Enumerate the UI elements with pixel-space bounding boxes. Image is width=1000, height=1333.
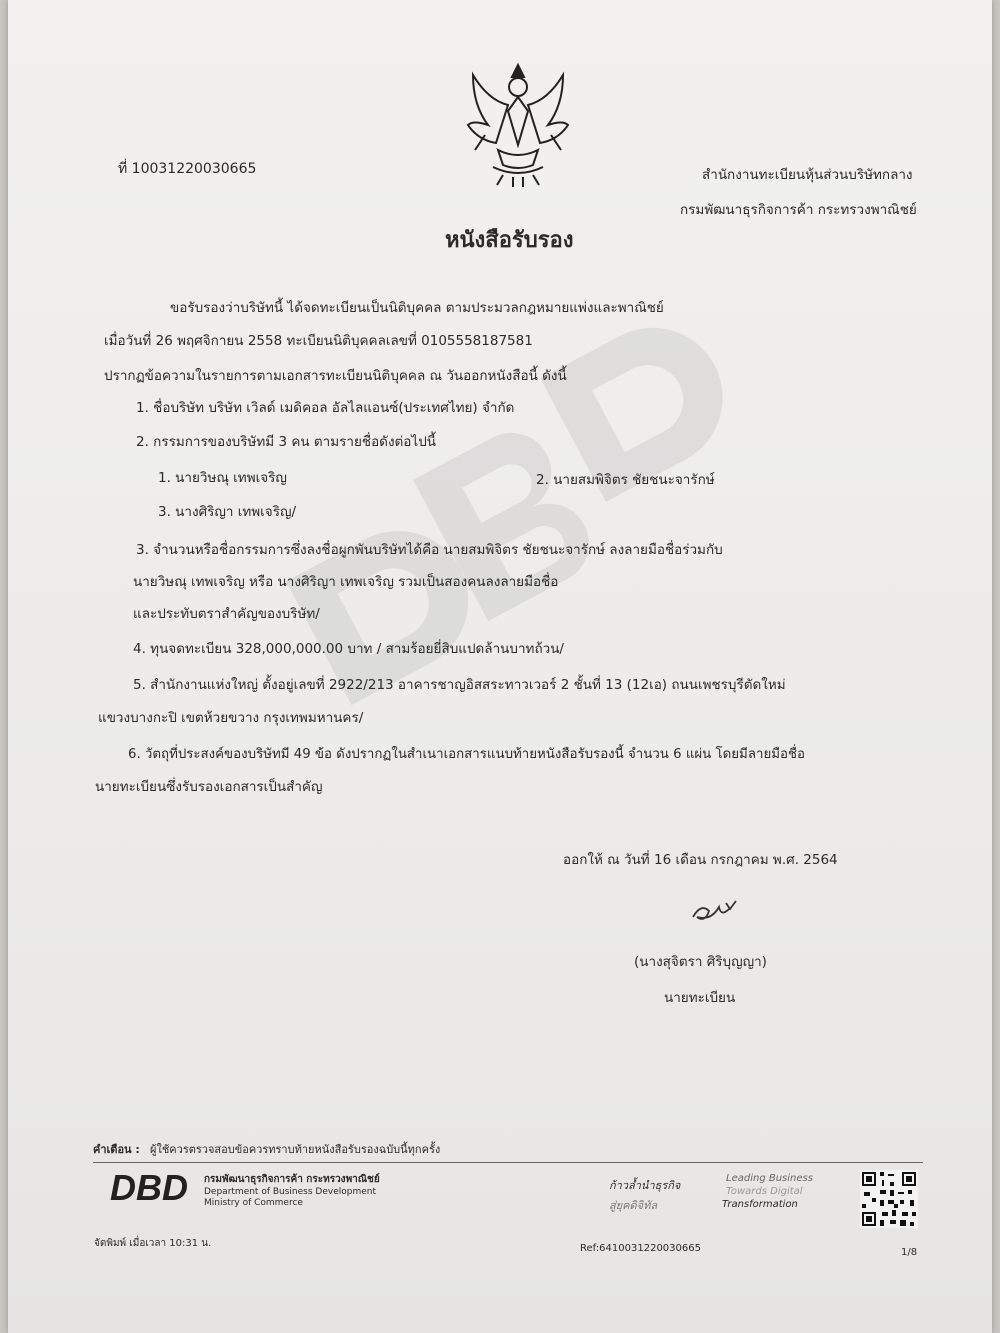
item-head-office-line2: แขวงบางกะปิ เขตห้วยขวาง กรุงเทพมหานคร/ (98, 710, 364, 726)
item-head-office-line1: 5. สำนักงานแห่งใหญ่ ตั้งอยู่เลขที่ 2922/213 อาคารชาญอิสสระทาวเวอร์ 2 ชั้นที่ 13 (12เอ) ถนนเพชรบุรีตัดใหม่ (133, 677, 786, 693)
intro-line1: ขอรับรองว่าบริษัทนี้ ได้จดทะเบียนเป็นนิติบุคคล ตามประมวลกฎหมายแพ่งและพาณิชย์ (170, 300, 664, 316)
registrar-position: นายทะเบียน (664, 990, 736, 1006)
intro-line3: ปรากฏข้อความในรายการตามเอกสารทะเบียนนิติบุคคล ณ วันออกหนังสือนี้ ดังนี้ (104, 368, 567, 384)
registrar-name: (นางสุจิตรา ศิริบุญญา) (634, 954, 767, 970)
item-directors-count: 2. กรรมการของบริษัทมี 3 คน ตามรายชื่อดังต่อไปนี้ (136, 434, 436, 450)
item-authorized-signatory-line3: และประทับตราสำคัญของบริษัท/ (133, 606, 320, 622)
slogan-thai-line2: สู่ยุคดิจิทัล (609, 1199, 658, 1212)
dept-name-en: Department of Business Development (204, 1187, 376, 1197)
item-objectives-line1: 6. วัตถุที่ประสงค์ของบริษัทมี 49 ข้อ ดังปรากฏในสำเนาเอกสารแนบท้ายหนังสือรับรองนี้ จำนวน 6 แผ่น โดยมีลายมือชื่อ (128, 747, 805, 762)
page-number: 1/8 (901, 1247, 918, 1258)
ministry-name-en: Ministry of Commerce (204, 1198, 303, 1208)
item-objectives-line2: นายทะเบียนซึ่งรับรองเอกสารเป็นสำคัญ (95, 779, 323, 795)
issue-date: ออกให้ ณ วันที่ 16 เดือน กรกฎาคม พ.ศ. 2564 (563, 852, 838, 868)
item-company-name: 1. ชื่อบริษัท บริษัท เวิลด์ เมดิคอล อัลไลแอนซ์(ประเทศไทย) จำกัด (136, 400, 515, 416)
office-name-line1: สำนักงานทะเบียนหุ้นส่วนบริษัทกลาง (702, 167, 913, 183)
director-1: 1. นายวิษณุ เทพเจริญ (158, 470, 287, 486)
item-authorized-signatory-line1: 3. จำนวนหรือชื่อกรรมการซึ่งลงชื่อผูกพันบริษัทได้คือ นายสมพิจิตร ชัยชนะจารักษ์ ลงลายมือชื่อร่วมกับ (136, 542, 723, 558)
slogan-en-line1: Leading Business (726, 1173, 813, 1184)
warning-label: คำเตือน : (93, 1143, 140, 1156)
page-title: หนังสือรับรอง (445, 228, 574, 253)
intro-line2: เมื่อวันที่ 26 พฤศจิกายน 2558 ทะเบียนนิติบุคคลเลขที่ 0105558187581 (104, 333, 533, 349)
dept-name-thai: กรมพัฒนาธุรกิจการค้า กระทรวงพาณิชย์ (204, 1174, 380, 1185)
reference-number: Ref:6410031220030665 (580, 1243, 701, 1254)
slogan-thai-line1: ก้าวล้ำนำธุรกิจ (609, 1179, 681, 1192)
slogan-en-line3: Transformation (722, 1199, 798, 1210)
director-2: 2. นายสมพิจิตร ชัยชนะจารักษ์ (536, 472, 715, 488)
certificate-page (8, 0, 992, 1333)
print-time: จัดพิมพ์ เมื่อเวลา 10:31 น. (94, 1238, 212, 1249)
director-3: 3. นางศิริญา เทพเจริญ/ (158, 504, 297, 520)
office-name-line2: กรมพัฒนาธุรกิจการค้า กระทรวงพาณิชย์ (680, 202, 917, 218)
item-registered-capital: 4. ทุนจดทะเบียน 328,000,000.00 บาท / สามร้อยยี่สิบแปดล้านบาทถ้วน/ (133, 641, 564, 657)
slogan-en-line2: Towards Digital (726, 1186, 803, 1197)
garuda-emblem-icon (463, 55, 573, 190)
qr-code-icon (860, 1170, 918, 1228)
footer-divider (93, 1162, 923, 1163)
dbd-logo-icon (108, 1167, 203, 1207)
dbd-logo-text: DBD (110, 1167, 188, 1207)
signature-icon (688, 895, 758, 930)
document-number: ที่ 10031220030665 (118, 161, 257, 177)
warning-text: ผู้ใช้ควรตรวจสอบข้อควรทราบท้ายหนังสือรับรองฉบับนี้ทุกครั้ง (150, 1143, 441, 1156)
item-authorized-signatory-line2: นายวิษณุ เทพเจริญ หรือ นางศิริญา เทพเจริญ รวมเป็นสองคนลงลายมือชื่อ (133, 574, 559, 590)
